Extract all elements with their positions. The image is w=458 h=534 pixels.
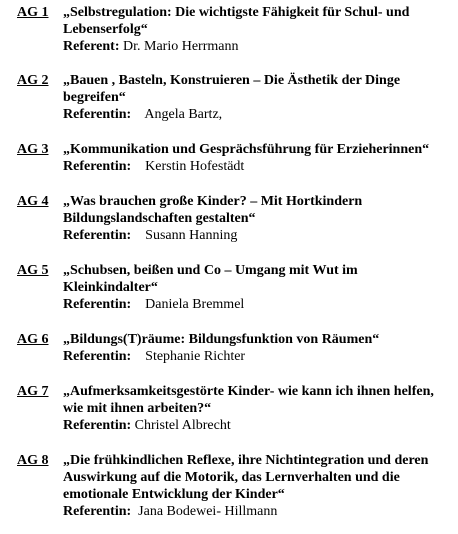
workshop-title: „Bildungs(T)räume: Bildungsfunktion von Räumen“ bbox=[63, 332, 380, 347]
workshop-entry-ag3 bbox=[17, 141, 454, 175]
workshop-title: „Selbstregulation: Die wichtigste Fähigkeit für Schul- und Lebenserfolg“ bbox=[63, 5, 410, 37]
workshop-entry-ag2 bbox=[17, 72, 454, 123]
speaker-role-label: Referentin: bbox=[63, 504, 132, 519]
speaker-line bbox=[63, 503, 454, 520]
speaker-role-label: Referentin: bbox=[63, 159, 132, 174]
workshop-code: AG 4 bbox=[17, 194, 49, 209]
workshop-title: „Die frühkindlichen Reflexe, ihre Nichtintegration und deren Auswirkung auf die Motorik, das Lernverhalten und die emotionale Entwicklung der Kinder“ bbox=[63, 453, 429, 502]
workshop-entry-ag6 bbox=[17, 331, 454, 365]
speaker-role-label: Referent: bbox=[63, 39, 120, 54]
workshop-code: AG 7 bbox=[17, 384, 49, 399]
speaker-role-label: Referentin: bbox=[63, 297, 132, 312]
speaker-role-label: Referentin: bbox=[63, 349, 132, 364]
workshop-entry-ag1 bbox=[17, 4, 454, 55]
speaker-line bbox=[63, 227, 454, 244]
speaker-name: Jana Bodewei- Hillmann bbox=[138, 504, 278, 519]
speaker-line bbox=[63, 417, 454, 434]
workshop-code: AG 5 bbox=[17, 263, 49, 278]
speaker-line bbox=[63, 38, 454, 55]
workshop-entry-ag4 bbox=[17, 193, 454, 244]
workshop-title: „Aufmerksamkeitsgestörte Kinder- wie kann ich ihnen helfen, wie mit ihnen arbeiten?“ bbox=[63, 384, 434, 416]
workshop-code: AG 2 bbox=[17, 73, 49, 88]
speaker-name: Christel Albrecht bbox=[134, 418, 231, 433]
speaker-name: Angela Bartz, bbox=[144, 107, 223, 122]
speaker-line bbox=[63, 296, 454, 313]
workshop-code: AG 8 bbox=[17, 453, 49, 468]
speaker-role-label: Referentin: bbox=[63, 228, 132, 243]
speaker-name: Susann Hanning bbox=[145, 228, 238, 243]
speaker-line bbox=[63, 348, 454, 365]
speaker-role-label: Referentin: bbox=[63, 107, 132, 122]
workshop-code: AG 1 bbox=[17, 5, 49, 20]
speaker-name: Dr. Mario Herrmann bbox=[123, 39, 239, 54]
speaker-line bbox=[63, 106, 454, 123]
workshop-title: „Kommunikation und Gesprächsführung für Erzieherinnen“ bbox=[63, 142, 430, 157]
speaker-line bbox=[63, 158, 454, 175]
workshop-code: AG 6 bbox=[17, 332, 49, 347]
workshop-title: „Was brauchen große Kinder? – Mit Hortkindern Bildungslandschaften gestalten“ bbox=[63, 194, 363, 226]
workshop-code: AG 3 bbox=[17, 142, 49, 157]
workshop-entry-ag7 bbox=[17, 383, 454, 434]
speaker-name: Stephanie Richter bbox=[145, 349, 246, 364]
workshop-entry-ag8 bbox=[17, 452, 454, 520]
workshop-title: „Bauen , Basteln, Konstruieren – Die Ästhetik der Dinge begreifen“ bbox=[63, 73, 401, 105]
workshop-title: „Schubsen, beißen und Co – Umgang mit Wut im Kleinkindalter“ bbox=[63, 263, 358, 295]
speaker-name: Daniela Bremmel bbox=[145, 297, 245, 312]
workshop-entry-ag5 bbox=[17, 262, 454, 313]
speaker-role-label: Referentin: bbox=[63, 418, 132, 433]
speaker-name: Kerstin Hofestädt bbox=[145, 159, 245, 174]
